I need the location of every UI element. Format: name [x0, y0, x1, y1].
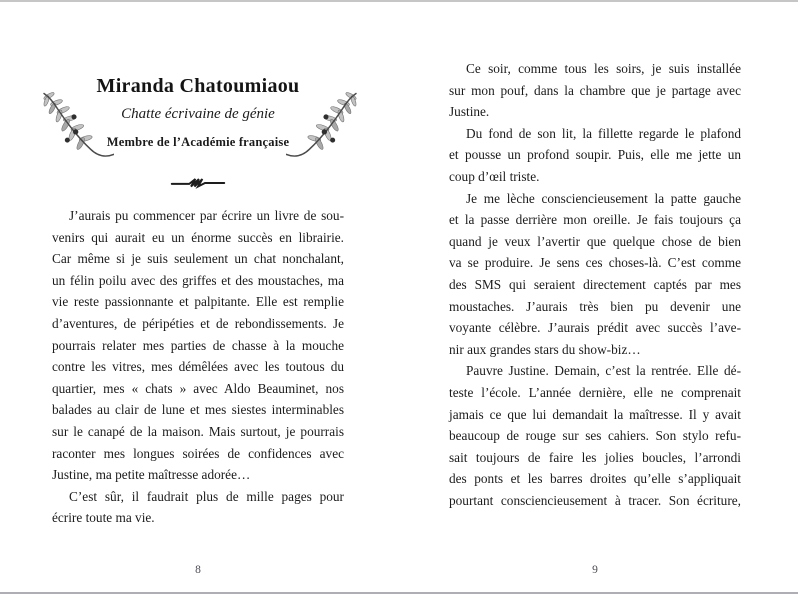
- text-line: pourrais relater mes parties de chasse à la mouche: [52, 337, 344, 353]
- text-line: Pauvre Justine. Demain, c’est la rentrée. Elle dé-: [466, 363, 741, 379]
- text-line: Justine, ma petite maîtresse adorée…: [52, 467, 251, 483]
- rope-knot-divider-icon: [169, 176, 227, 190]
- text-line: sait toujours de faire les jolies boucles, l’arrondi: [449, 449, 741, 465]
- text-line: teste l’école. L’année dernière, elle ne comprenait: [449, 384, 741, 400]
- text-line: balades au clair de lune et mes siestes interminables: [52, 402, 344, 418]
- text-line: Car même si je suis seulement un chat nonchalant,: [52, 251, 344, 267]
- text-line: d’aventures, de péripéties et de rebondissements. Je: [52, 315, 344, 331]
- text-line: Du fond de son lit, la fillette regarde le plafond: [466, 125, 741, 141]
- text-line: quand je veux l’avertir que quelque chose de bien: [449, 233, 741, 249]
- text-line: raconter mes longues soirées de confidences avec: [52, 445, 344, 461]
- page-text-right: [449, 0, 741, 511]
- text-line: Je me lèche consciencieusement la patte gauche: [466, 190, 741, 206]
- text-line: venirs qui aurait eu un énorme succès en librairie.: [52, 229, 344, 245]
- text-line: quartier, mes « chats » avec Aldo Beauminet, nos: [52, 380, 344, 396]
- text-line: un félin poilu avec des griffes et des moustaches, ma: [52, 272, 344, 288]
- text-line: Ce soir, comme tous les soirs, je suis installée: [466, 61, 741, 76]
- text-line: coup d’œil triste.: [449, 168, 540, 184]
- author-subtitle: Chatte écrivaine de génie: [121, 106, 275, 122]
- text-line: sur le canapé de la maison. Mais surtout, je pourrais: [52, 423, 344, 439]
- text-line: jamais ce que lui demandait la maîtresse. Il y avait: [449, 406, 741, 422]
- text-line: contre les vitres, mes démêlées avec les toutous du: [52, 359, 344, 375]
- author-affiliation: Membre de l’Académie française: [106, 135, 290, 149]
- text-line: des ponts et les barres droites qu’elle s’appliquait: [449, 471, 741, 487]
- text-line: et pousse un profond soupir. Puis, elle me jette un: [449, 147, 741, 163]
- text-line: moustaches. J’aurais très bien pu devenir une: [449, 298, 741, 314]
- text-line: J’aurais pu commencer par écrire un livre de sou-: [69, 208, 344, 223]
- text-line: va se produire. Je sens ces choses-là. C’est comme: [449, 255, 741, 271]
- text-line: et la passe derrière mon oreille. Je fais toujours ça: [449, 212, 741, 228]
- page-right: [449, 0, 741, 601]
- chapter-header: [52, 0, 344, 150]
- text-line: des SMS qui seraient directement captés par mes: [449, 276, 741, 292]
- author-title: Miranda Chatoumiaou: [96, 75, 300, 97]
- text-line: beaucoup de rouge sur ses cahiers. Son stylo refu-: [449, 428, 741, 444]
- page-number-left: 8: [195, 564, 201, 576]
- text-line: Justine.: [449, 104, 490, 120]
- bottom-border-line: [0, 592, 798, 594]
- text-line: sur mon pouf, dans la chambre que je partage avec: [449, 82, 741, 98]
- page-number-right: 9: [592, 564, 598, 576]
- text-line: pourtant consciencieusement à tracer. Son écriture,: [449, 492, 741, 508]
- page-left: [52, 0, 344, 601]
- olive-branch-left-icon: [34, 83, 114, 169]
- text-line: voyante célèbre. J’aurais prédit avec succès l’ave-: [449, 320, 741, 336]
- text-line: C’est sûr, il faudrait plus de mille pages pour: [69, 488, 344, 504]
- text-line: écrire toute ma vie.: [52, 510, 155, 526]
- text-line: nir aux grandes stars du show-biz…: [449, 341, 641, 357]
- page-text-left: [52, 205, 344, 529]
- text-line: vie reste passionnante et palpitante. Elle est remplie: [52, 294, 344, 310]
- olive-branch-right-icon: [286, 83, 366, 169]
